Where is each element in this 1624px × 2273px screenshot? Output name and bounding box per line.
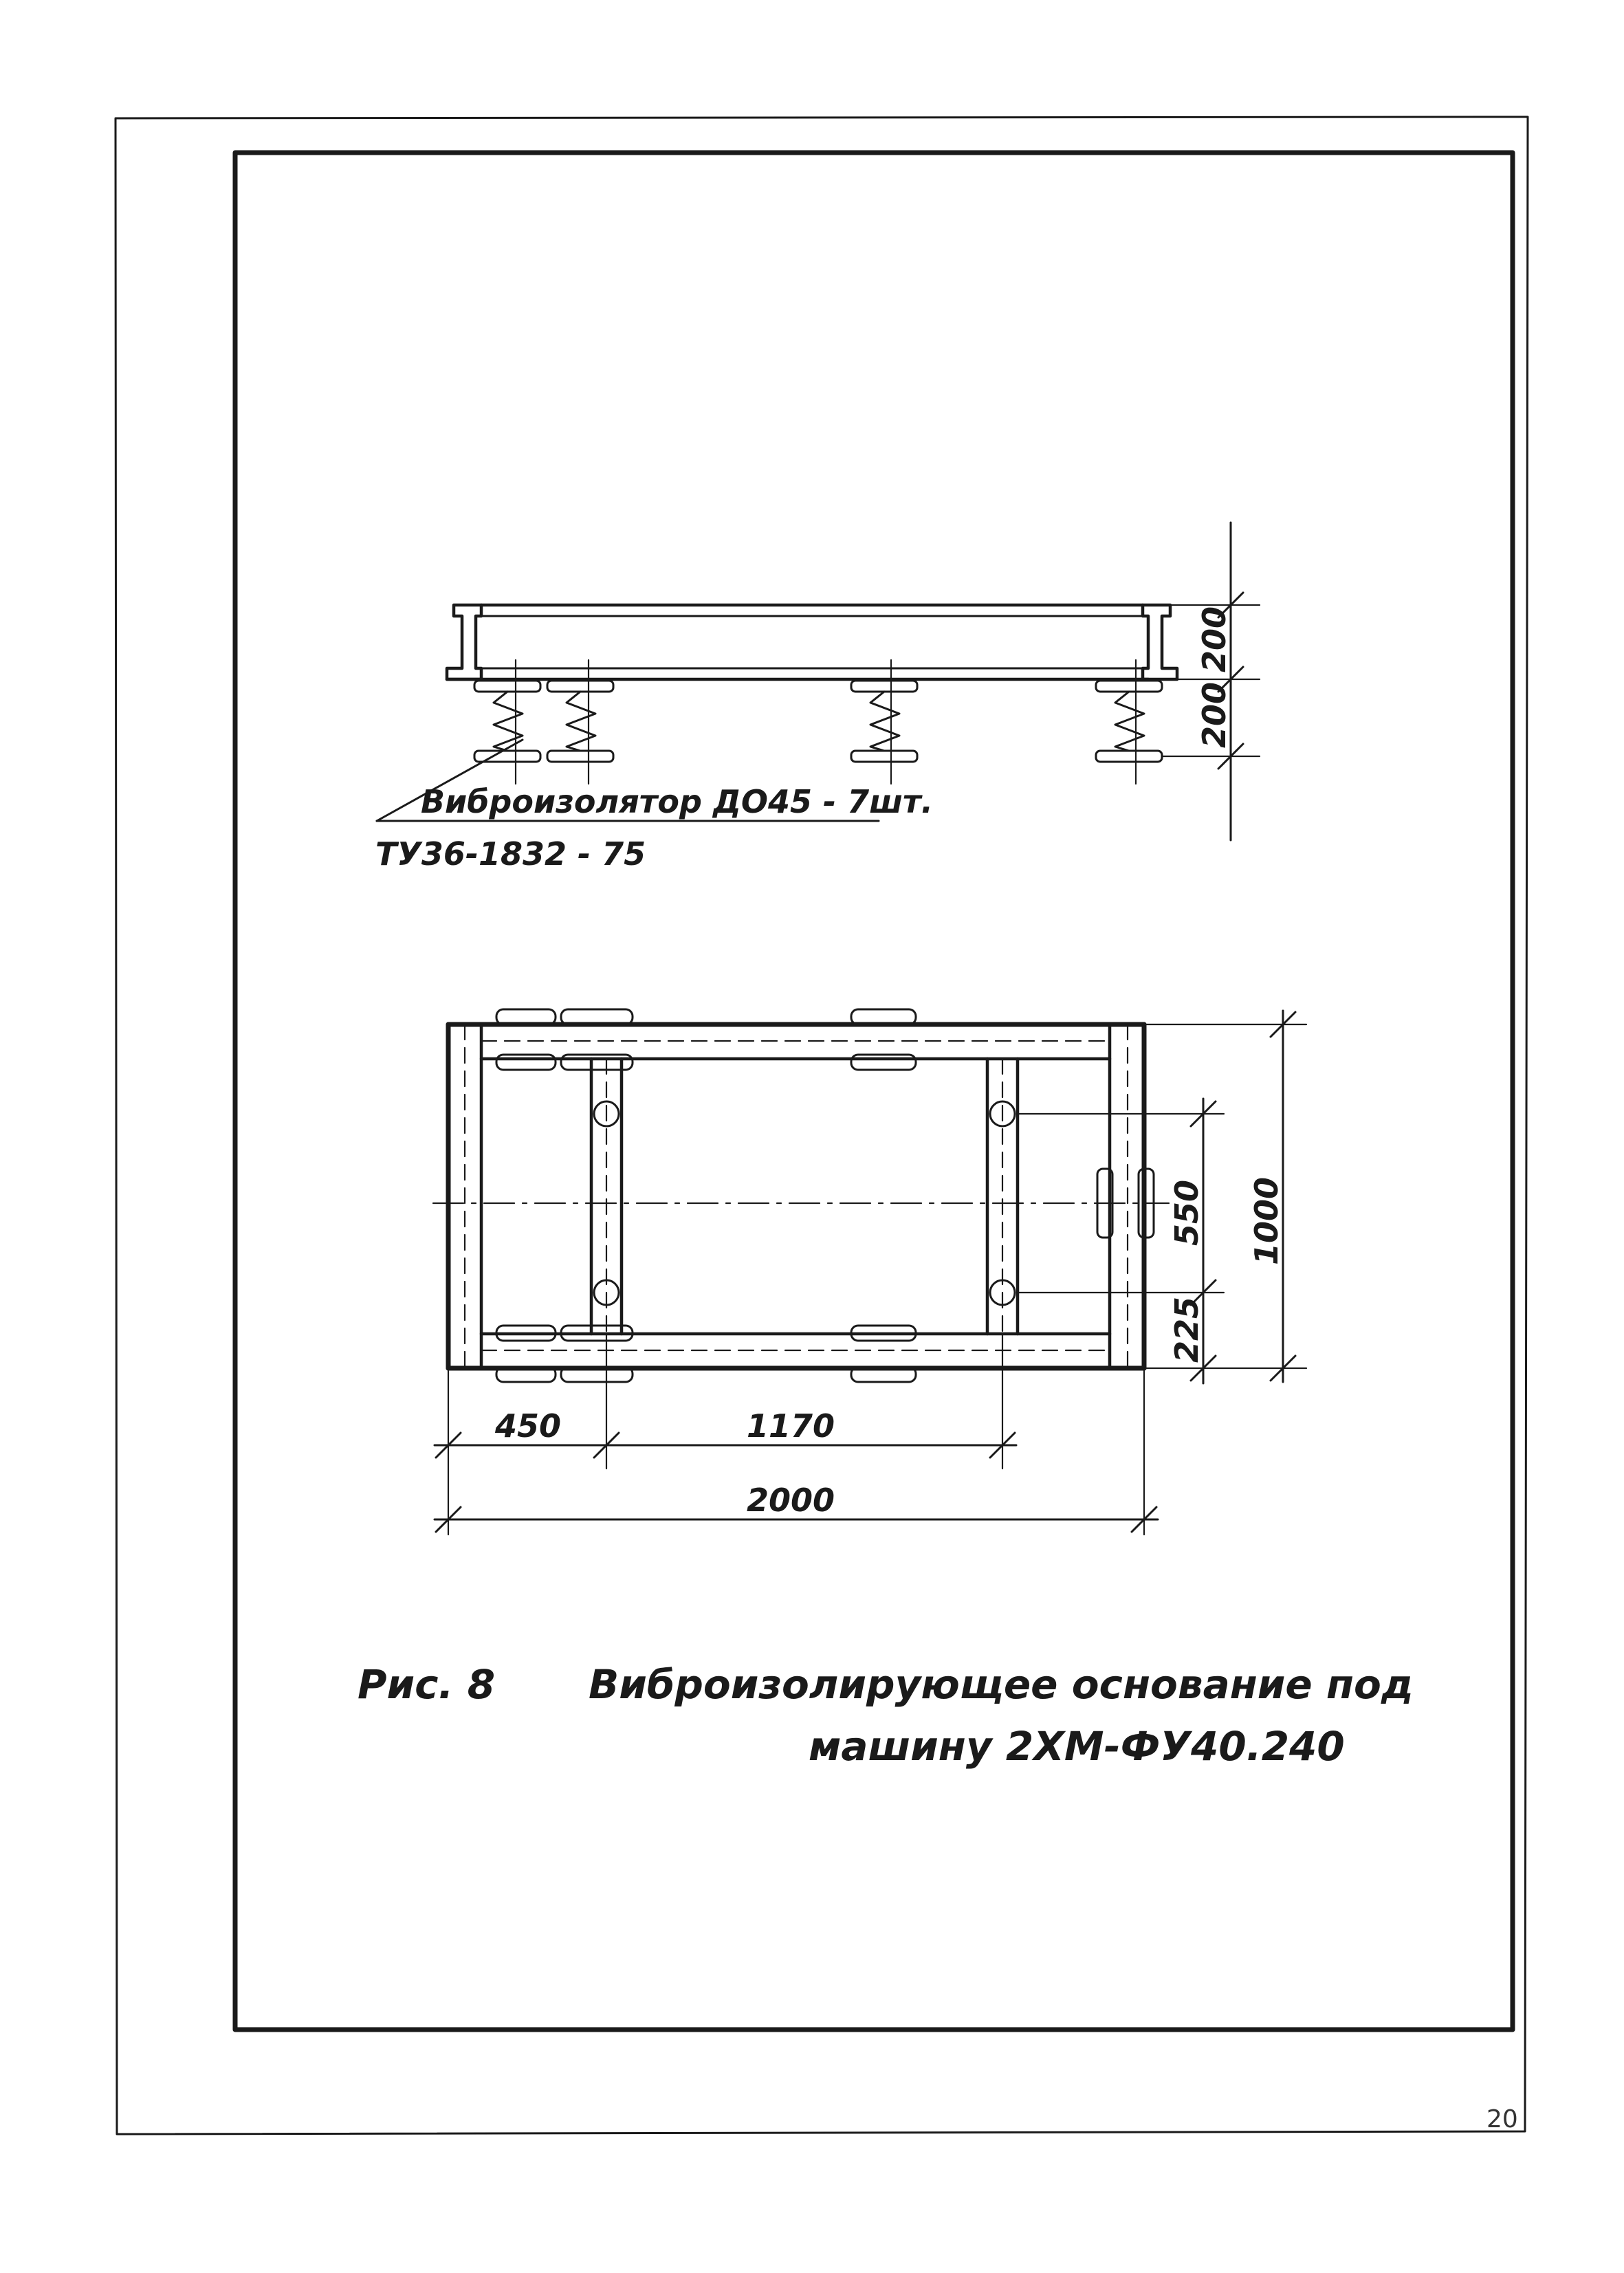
dim-bolt-spacing: 550 — [1168, 1179, 1205, 1246]
page-number: 20 — [1486, 2105, 1518, 2133]
isolator-note-line2: ТУ36-1832 - 75 — [375, 835, 646, 872]
dim-edge-offset: 225 — [1168, 1296, 1205, 1363]
dim-first-offset: 450 — [495, 1407, 562, 1445]
dim-overall-width: 1000 — [1248, 1176, 1285, 1265]
isolator-4 — [1096, 681, 1162, 762]
isolator-3 — [851, 681, 917, 762]
isolator-note-line1: Виброизолятор ДО45 - 7шт. — [421, 783, 934, 820]
plan-dimensions — [435, 1011, 1306, 1535]
dim-overall-length: 2000 — [747, 1482, 835, 1519]
dim-bolt-span: 1170 — [747, 1407, 835, 1445]
figure-label: Рис. 8 — [358, 1661, 496, 1708]
outer-border — [116, 117, 1528, 2134]
dim-isolator-height: 200 — [1196, 681, 1233, 748]
figure-title-line2: машину 2ХМ-ФУ40.240 — [809, 1723, 1345, 1770]
isolator-1 — [474, 681, 540, 762]
plan-view — [433, 1009, 1169, 1382]
dim-frame-height: 200 — [1196, 606, 1233, 672]
figure-title-line1: Виброизолирующее основание под — [589, 1661, 1414, 1708]
plan-isolator-pads — [496, 1009, 1154, 1382]
isolator-2 — [547, 681, 613, 762]
